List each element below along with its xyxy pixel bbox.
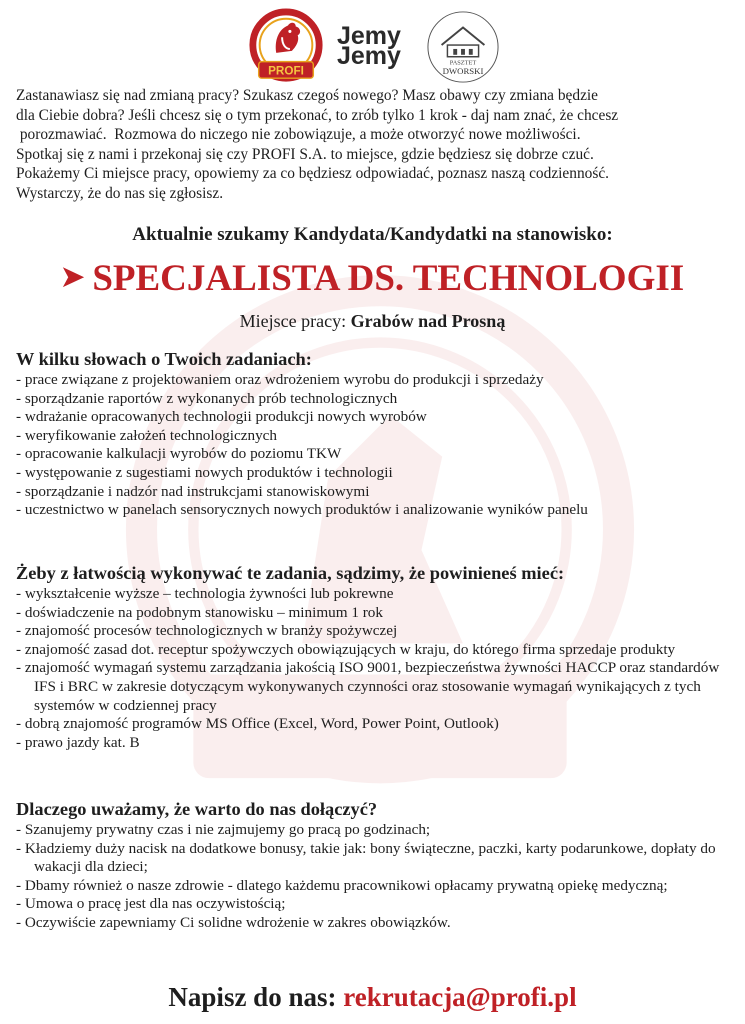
arrow-right-icon: ➤: [60, 262, 85, 293]
benefits-heading: Dlaczego uważamy, że warto do nas dołączyć?: [16, 799, 378, 819]
work-location: [0, 311, 745, 332]
lead-text: Aktualnie szukamy Kandydata/Kandydatki na stanowisko:: [132, 224, 613, 245]
benefits-list: [16, 821, 731, 933]
list-item: - sporządzanie raportów z wykonanych prób technologicznych: [16, 389, 398, 407]
pasztet-dworski-logo: [424, 10, 502, 84]
list-item: - Kładziemy duży nacisk na dodatkowe bonusy, takie jak: bony świąteczne, paczki, karty podarunkowe, dopłaty do wakacji dla dzieci;: [16, 839, 716, 876]
pasztet-logo-line1: PASZTET: [449, 59, 477, 67]
list-item: - prawo jazdy kat. B: [16, 733, 140, 751]
intro-paragraph: [16, 86, 731, 204]
intro-line: porozmawiać. Rozmowa do niczego nie zobowiązuje, a może otworzyć nowe możliwości.: [16, 126, 581, 144]
requirements-section: [16, 561, 731, 752]
intro-line: Wystarczy, że do nas się zgłosisz.: [16, 184, 224, 202]
list-item: - dobrą znajomość programów MS Office (Excel, Word, Power Point, Outlook): [16, 715, 499, 733]
contact-label: Napisz do nas:: [168, 982, 337, 1012]
jemy-logo-line2: Jemy: [337, 42, 401, 70]
profi-logo-text: PROFI: [268, 64, 304, 78]
work-location-value: Grabów nad Prosną: [350, 311, 506, 331]
list-item: - wykształcenie wyższe – technologia żywności lub pokrewne: [16, 585, 394, 602]
jemy-jemy-logo: [337, 22, 401, 70]
pasztet-logo-line2: DWORSKI: [442, 66, 484, 77]
list-item: - Dbamy również o nasze zdrowie - dlatego każdemu pracownikowi opłacamy prywatną opiekę medyczną;: [16, 876, 668, 894]
contact-cta: [0, 982, 745, 1013]
contact-email-link[interactable]: rekrutacja@profi.pl: [343, 982, 577, 1012]
list-item: - wdrażanie opracowanych technologii produkcji nowych wyrobów: [16, 408, 427, 426]
list-item: - prace związane z projektowaniem oraz wdrożeniem wyrobu do produkcji i sprzedaży: [16, 371, 544, 388]
list-item: - występowanie z sugestiami nowych produktów i technologii: [16, 463, 393, 481]
benefits-section: [16, 797, 731, 933]
list-item: - opracowanie kalkulacji wyrobów do poziomu TKW: [16, 445, 342, 463]
logo-bar: [0, 6, 745, 84]
intro-line: Pokażemy Ci miejsce pracy, opowiemy za co będziesz odpowiadać, poznasz naszą codzienność.: [16, 165, 610, 183]
list-item: - znajomość zasad dot. receptur spożywczych obowiązujących w kraju, do którego firma sprzedaje produkty: [16, 640, 676, 658]
tasks-section: [16, 347, 731, 520]
intro-line: Spotkaj się z nami i przekonaj się czy PROFI S.A. to miejsce, gdzie będziesz się dobrze czuć.: [16, 145, 594, 163]
job-title-text: SPECJALISTA DS. TECHNOLOGII: [92, 258, 685, 299]
intro-line: Zastanawiasz się nad zmianą pracy? Szukasz czegoś nowego? Masz obawy czy zmiana będzie: [16, 87, 599, 104]
tasks-heading: W kilku słowach o Twoich zadaniach:: [16, 349, 312, 369]
list-item: - sporządzanie i nadzór nad instrukcjami stanowiskowymi: [16, 482, 370, 500]
work-location-label: Miejsce pracy:: [239, 311, 347, 331]
list-item: - Umowa o pracę jest dla nas oczywistością;: [16, 895, 286, 913]
tasks-list: [16, 371, 731, 520]
requirements-heading: Żeby z łatwością wykonywać te zadania, sądzimy, że powinieneś mieć:: [16, 563, 565, 583]
list-item: - doświadczenie na podobnym stanowisku – minimum 1 rok: [16, 603, 383, 621]
list-item: - weryfikowanie założeń technologicznych: [16, 426, 278, 444]
list-item: - Szanujemy prywatny czas i nie zajmujemy go pracą po godzinach;: [16, 821, 431, 838]
list-item: - znajomość procesów technologicznych w branży spożywczej: [16, 622, 398, 640]
list-item: - znajomość wymagań systemu zarządzania jakością ISO 9001, bezpieczeństwa żywności HACCP oraz standardów IFS i BRC w zakresie dotyczącym wykonywanych czynności oraz stosowanie wymagań wynikających z tych systemów w codziennej pracy: [16, 659, 720, 714]
list-item: - Oczywiście zapewniamy Ci solidne wdrożenie w zakres obowiązków.: [16, 913, 451, 931]
profi-logo: [247, 8, 325, 86]
jemy-logo-line1: Jemy: [337, 22, 401, 50]
intro-line: dla Ciebie dobra? Jeśli chcesz się o tym przekonać, to zrób tylko 1 krok - daj nam znać, że chcesz: [16, 106, 619, 124]
list-item: - uczestnictwo w panelach sensorycznych nowych produktów i analizowanie wyników panelu: [16, 501, 588, 519]
job-title: [0, 254, 745, 303]
requirements-list: [16, 585, 731, 752]
